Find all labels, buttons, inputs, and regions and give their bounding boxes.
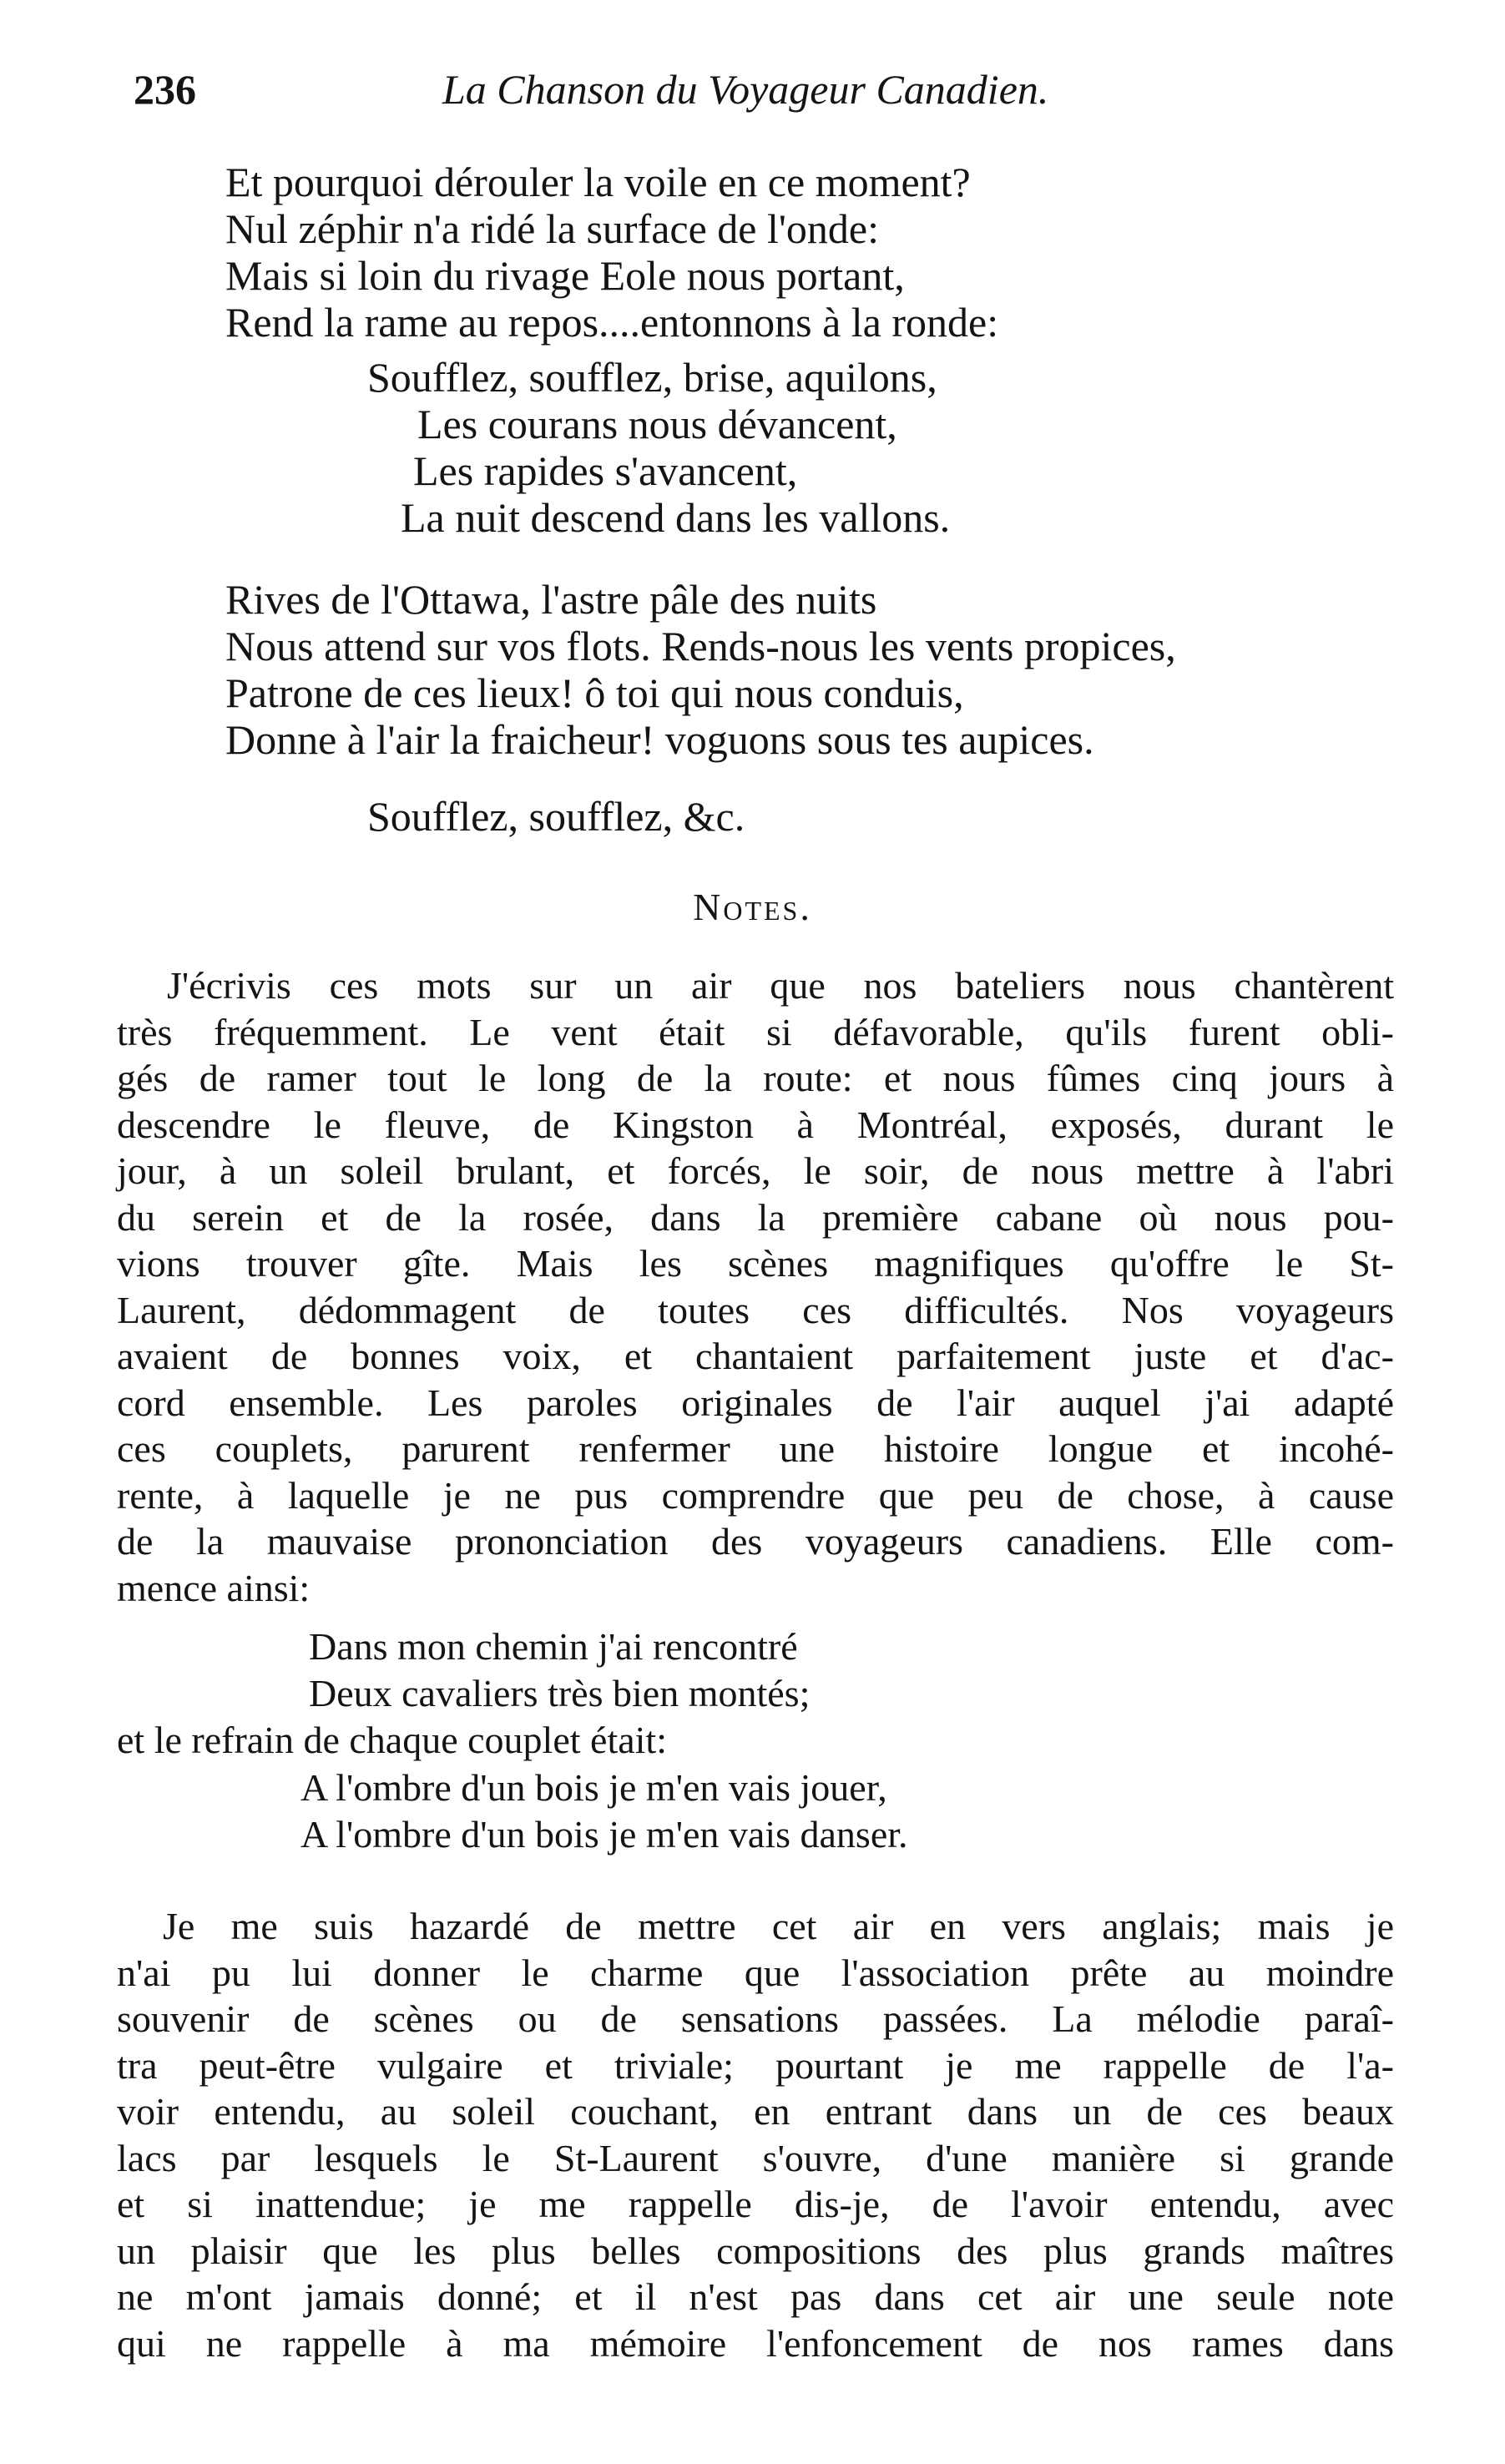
paragraph-line: cord ensemble. Les paroles originales de l'air auquel j'ai adapté [117,1381,1394,1424]
notes-paragraph-2 [117,1903,1394,2366]
poem-stanza-2 [225,576,1176,763]
page-number: 236 [134,66,196,113]
paragraph-line: mence ainsi: [117,1566,311,1609]
quote-line: A l'ombre d'un bois je m'en vais danser. [300,1813,908,1856]
verse-line: Donne à l'air la fraicheur! voguons sous tes aupices. [225,716,1094,763]
refrain-line: Soufflez, soufflez, brise, aquilons, [367,354,937,401]
verse-line: Patrone de ces lieux! ô toi qui nous conduis, [225,669,964,716]
refrain-abbreviation: Soufflez, soufflez, &c. [367,793,745,840]
paragraph-line: de la mauvaise prononciation des voyageurs canadiens. Elle com- [117,1520,1394,1563]
verse-line: Nul zéphir n'a ridé la surface de l'onde: [225,205,879,252]
verse-line: Rives de l'Ottawa, l'astre pâle des nuits [225,576,877,623]
paragraph-line: ne m'ont jamais donné; et il n'est pas dans cet air une seule note [117,2275,1394,2318]
paragraph-line: un plaisir que les plus belles compositions des plus grands maîtres [117,2229,1394,2272]
poem-stanza-1 [225,159,998,541]
quote-line: A l'ombre d'un bois je m'en vais jouer, [300,1766,887,1809]
quote-line: Dans mon chemin j'ai rencontré [309,1625,798,1668]
running-title: La Chanson du Voyageur Canadien. [442,66,1049,113]
paragraph-line: et si inattendue; je me rappelle dis-je, de l'avoir entendu, avec [117,2183,1394,2225]
paragraph-line: n'ai pu lui donner le charme que l'association prête au moindre [117,1951,1394,1994]
verse-line: Rend la rame au repos....entonnons à la ronde: [225,299,999,346]
refrain-intro: et le refrain de chaque couplet était: [117,1719,667,1761]
song-quote-1 [309,1623,810,1717]
notes-heading: Notes. [693,886,812,928]
paragraph-line: vions trouver gîte. Mais les scènes magnifiques qu'offre le St- [117,1242,1394,1285]
song-quote-2 [300,1765,908,1858]
paragraph-line: J'écrivis ces mots sur un air que nos bateliers nous chantèrent [167,964,1394,1007]
paragraph-line: lacs par lesquels le St-Laurent s'ouvre, d'une manière si grande [117,2136,1394,2179]
paragraph-line: du serein et de la rosée, dans la première cabane où nous pou- [117,1195,1394,1239]
verse-line: Et pourquoi dérouler la voile en ce moment? [225,159,971,205]
verse-line: Mais si loin du rivage Eole nous portant, [225,252,905,299]
paragraph-line: Laurent, dédommagent de toutes ces difficultés. Nos voyageurs [117,1288,1394,1331]
paragraph-line: tra peut-être vulgaire et triviale; pourtant je me rappelle de l'a- [117,2043,1394,2087]
notes-paragraph-1 [117,962,1394,1611]
quote-line: Deux cavaliers très bien montés; [309,1672,811,1714]
paragraph-line: souvenir de scènes ou de sensations passées. La mélodie paraî- [117,1997,1394,2040]
paragraph-line: jour, à un soleil brulant, et forcés, le soir, de nous mettre à l'abri [117,1149,1394,1192]
paragraph-line: rente, à laquelle je ne pus comprendre que peu de chose, à cause [117,1473,1394,1517]
running-head [134,65,1135,124]
paragraph-line: Je me suis hazardé de mettre cet air en vers anglais; mais je [163,1905,1394,1947]
paragraph-line: descendre le fleuve, de Kingston à Montréal, exposés, durant le [117,1103,1394,1146]
paragraph-line: ces couplets, parurent renfermer une histoire longue et incohé- [117,1427,1394,1470]
paragraph-line: gés de ramer tout le long de la route: et nous fûmes cinq jours à [117,1057,1394,1099]
paragraph-line: voir entendu, au soleil couchant, en entrant dans un de ces beaux [117,2090,1394,2133]
paragraph-line: très fréquemment. Le vent était si défavorable, qu'ils furent obli- [117,1010,1394,1053]
paragraph-line: avaient de bonnes voix, et chantaient parfaitement juste et d'ac- [117,1335,1394,1377]
paragraph-line: qui ne rappelle à ma mémoire l'enfoncement de nos rames dans [117,2321,1394,2365]
refrain-line: Les rapides s'avancent, [413,447,798,494]
refrain-line: La nuit descend dans les vallons. [401,494,951,541]
verse-line: Nous attend sur vos flots. Rends-nous les vents propices, [225,623,1176,669]
refrain-line: Les courans nous dévancent, [417,401,897,447]
